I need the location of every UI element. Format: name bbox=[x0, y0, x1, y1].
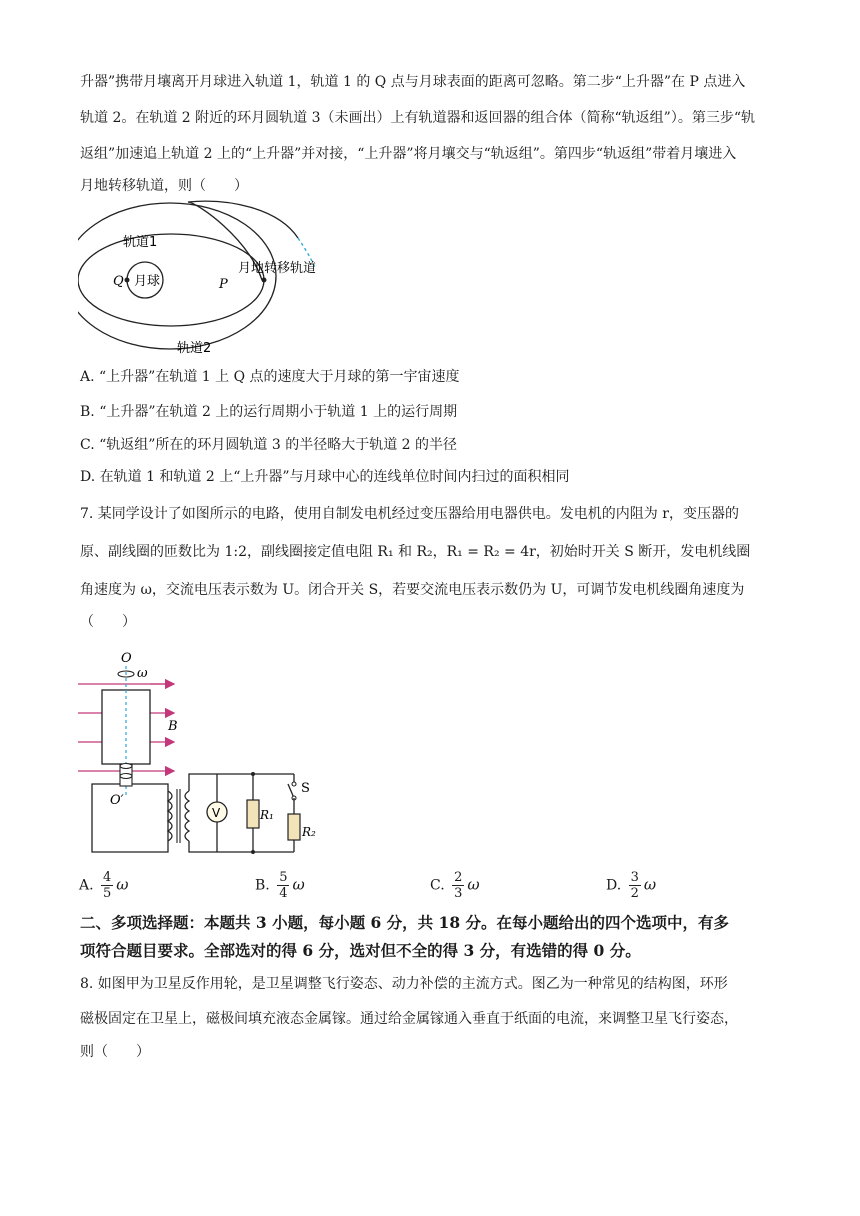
choice-fraction bbox=[629, 870, 641, 901]
fraction-numerator: 2 bbox=[454, 870, 463, 885]
secondary-wire-bottom bbox=[189, 841, 294, 852]
q6-option-b: B. “上升器”在轨道 2 上的运行周期小于轨道 1 上的运行周期 bbox=[80, 404, 458, 420]
voltmeter-label: V bbox=[212, 806, 221, 820]
choice-fraction bbox=[101, 870, 113, 901]
q7-text-line-3: 角速度为 ω，交流电压表示数为 U。闭合开关 S，若要交流电压表示数仍为 U，可调节发电机线圈角速度为 bbox=[80, 582, 745, 598]
q6-option-c: C. “轨返组”所在的环月圆轨道 3 的半径略大于轨道 2 的半径 bbox=[80, 437, 458, 453]
point-q bbox=[125, 278, 130, 283]
choice-letter: D. bbox=[606, 877, 622, 894]
q7-choice-b bbox=[255, 870, 305, 901]
orbit-1-path bbox=[78, 234, 264, 326]
resistor-r1 bbox=[247, 800, 259, 828]
axis-o-prime-label: O′ bbox=[110, 793, 124, 808]
choice-letter: B. bbox=[255, 877, 270, 894]
orbit-1-label: 轨道1 bbox=[123, 235, 158, 250]
r1-label: R₁ bbox=[260, 808, 274, 822]
fraction-numerator: 5 bbox=[279, 870, 288, 885]
transfer-orbit-label: 月地转移轨道 bbox=[238, 261, 317, 276]
fraction-numerator: 4 bbox=[103, 870, 112, 885]
q8-text-line-2: 磁极固定在卫星上，磁极间填充液态金属镓。通过给金属镓通入垂直于纸面的电流，来调整卫星飞行姿态， bbox=[80, 1011, 738, 1027]
section-2-heading-line-2: 项符合题目要求。全部选对的得 6 分，选对但不全的得 3 分，有选错的得 0 分。 bbox=[80, 941, 641, 960]
orbit-diagram bbox=[78, 198, 368, 360]
q8-text-line-1: 8. 如图甲为卫星反作用轮，是卫星调整飞行姿态、动力补偿的主流方式。图乙为一种常见的结构图，环形 bbox=[80, 976, 728, 992]
switch-label: S bbox=[301, 781, 310, 796]
p-label: P bbox=[219, 277, 228, 292]
q6-option-d: D. 在轨道 1 和轨道 2 上“上升器”与月球中心的连线单位时间内扫过的面积相同 bbox=[80, 469, 570, 485]
q-label: Q bbox=[113, 274, 124, 289]
q7-choice-d bbox=[606, 870, 656, 901]
q6-option-a: A. “上升器”在轨道 1 上 Q 点的速度大于月球的第一宇宙速度 bbox=[80, 369, 460, 385]
fraction-denominator: 5 bbox=[103, 886, 112, 901]
axis-o-label: O bbox=[121, 651, 132, 666]
q6-text-line-1: 升器”携带月壤离开月球进入轨道 1，轨道 1 的 Q 点与月球表面的距离可忽略。第二步“上升器”在 P 点进入 bbox=[80, 74, 746, 90]
choice-letter: C. bbox=[430, 877, 445, 894]
secondary-wire-top bbox=[189, 774, 294, 791]
fraction-denominator: 3 bbox=[454, 886, 463, 901]
choice-fraction bbox=[277, 870, 289, 901]
primary-wire bbox=[92, 784, 168, 852]
q7-text-line-2: 原、副线圈的匝数比为 1:2，副线圈接定值电阻 R₁ 和 R₂，R₁ = R₂ = 4r，初始时开关 S 断开，发电机线圈 bbox=[80, 544, 751, 560]
choice-fraction bbox=[452, 870, 464, 901]
resistor-r2 bbox=[288, 814, 300, 840]
q7-text-line-1: 7. 某同学设计了如图所示的电路，使用自制发电机经过变压器给用电器供电。发电机的内阻为 r，变压器的 bbox=[80, 506, 739, 522]
fraction-denominator: 4 bbox=[279, 886, 288, 901]
q7-choice-a bbox=[79, 870, 129, 901]
q6-text-line-3: 返组”加速追上轨道 2 上的“上升器”并对接，“上升器”将月壤交与“轨返组”。第四步“轨返组”带着月壤进入 bbox=[80, 146, 737, 162]
orbit-2-label: 轨道2 bbox=[177, 341, 212, 356]
fraction-numerator: 3 bbox=[630, 870, 639, 885]
choice-letter: A. bbox=[79, 877, 94, 894]
q7-choice-c bbox=[430, 870, 480, 901]
point-p bbox=[262, 278, 267, 283]
q6-text-line-2: 轨道 2。在轨道 2 附近的环月圆轨道 3（未画出）上有轨道器和返回器的组合体（简称“轨返组”）。第三步“轨 bbox=[80, 110, 755, 126]
q7-text-line-4: （ ） bbox=[80, 614, 136, 630]
choice-symbol: ω bbox=[292, 875, 305, 894]
moon-label: 月球 bbox=[134, 274, 161, 289]
omega-label: ω bbox=[137, 666, 148, 681]
section-2-heading-line-1: 二、多项选择题：本题共 3 小题，每小题 6 分，共 18 分。在每小题给出的四个选项中，有多 bbox=[80, 913, 730, 932]
q6-text-line-4: 月地转移轨道，则（ ） bbox=[80, 178, 248, 194]
secondary-coil bbox=[185, 791, 189, 841]
generator-circuit-diagram bbox=[76, 646, 336, 858]
field-b-label: B bbox=[168, 719, 178, 734]
choice-symbol: ω bbox=[116, 875, 129, 894]
fraction-denominator: 2 bbox=[630, 886, 639, 901]
orbit-2-path bbox=[78, 203, 276, 349]
choice-symbol: ω bbox=[643, 875, 657, 894]
r2-label: R₂ bbox=[302, 825, 316, 839]
choice-symbol: ω bbox=[467, 875, 480, 894]
q8-text-line-3: 则（ ） bbox=[80, 1044, 150, 1060]
